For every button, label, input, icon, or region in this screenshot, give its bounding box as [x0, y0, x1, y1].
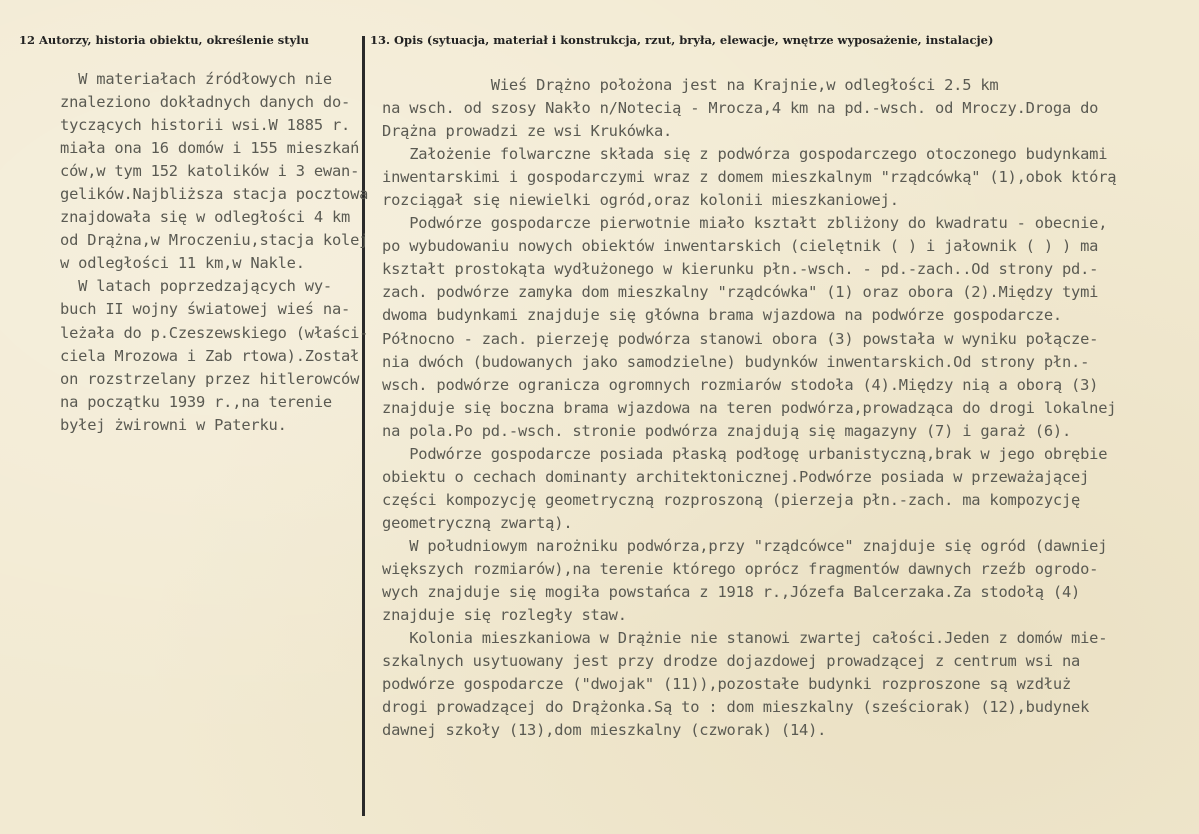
text-line: Północno - zach. pierzeję podwórza stanowi obora (3) powstała w wyniku połącze- [382, 329, 1099, 348]
text-line: wych znajduje się mogiła powstańca z 1918 r.,Józefa Balcerzaka.Za stodołą (4) [382, 583, 1081, 602]
text-line: na początku 1939 r.,na terenie [60, 392, 332, 411]
text-line: w odległości 11 km,w Nakle. [60, 254, 305, 273]
text-line: dwoma budynkami znajduje się główna brama wjazdowa na podwórze gospodarcze. [382, 306, 1062, 325]
description-text [382, 74, 1116, 742]
text-line: dawnej szkoły (13),dom mieszkalny (czworak) (14). [382, 721, 827, 740]
section-12-header: 12 Autorzy, historia obiektu, określenie stylu [19, 33, 309, 47]
text-line: Drążna prowadzi ze wsi Krukówka. [382, 122, 673, 141]
text-line: znajduje się rozległy staw. [382, 606, 627, 625]
text-line: miała ona 16 domów i 155 mieszkań [60, 139, 360, 158]
text-line: Wieś Drążno położona jest na Krajnie,w odległości 2.5 km [382, 76, 999, 94]
text-line: W materiałach źródłowych nie [60, 70, 332, 88]
text-line: ców,w tym 152 katolików i 3 ewan- [60, 162, 360, 181]
text-line: znajdowała się w odległości 4 km [60, 208, 351, 227]
text-line: na pola.Po pd.-wsch. stronie podwórza znajdują się magazyny (7) i garaż (6). [382, 421, 1072, 440]
text-line: gelików.Najbliższa stacja pocztowa [60, 185, 369, 204]
text-line: geometryczną zwartą). [382, 513, 573, 532]
section-13-header: 13. Opis (sytuacja, materiał i konstrukcja, rzut, bryła, elewacje, wnętrze wyposażenie, instalacje) [370, 33, 994, 47]
text-line: leżała do p.Czeszewskiego (właści- [60, 323, 369, 342]
text-line: Założenie folwarczne składa się z podwórza gospodarczego otoczonego budynkami [382, 145, 1108, 164]
text-line: szkalnych usytuowany jest przy drodze dojazdowej prowadzącej z centrum wsi na [382, 652, 1081, 671]
text-line: podwórze gospodarcze ("dwojak" (11)),pozostałe budynki rozproszone są wzdłuż [382, 675, 1072, 694]
text-line: obiektu o cechach dominanty architektonicznej.Podwórze posiada w przeważającej [382, 467, 1090, 486]
text-line: Kolonia mieszkaniowa w Drążnie nie stanowi zwartej całości.Jeden z domów mie- [382, 629, 1108, 648]
text-line: zach. podwórze zamyka dom mieszkalny "rządcówka" (1) oraz obora (2).Między tymi [382, 283, 1099, 302]
text-line: znajduje się boczna brama wjazdowa na teren podwórza,prowadząca do drogi lokalnej [382, 398, 1117, 417]
text-line: nia dwóch (budowanych jako samodzielne) budynków inwentarskich.Od strony płn.- [382, 352, 1090, 371]
text-line: W latach poprzedzających wy- [60, 277, 332, 296]
text-line: drogi prowadzącej do Drążonka.Są to : dom mieszkalny (sześciorak) (12),budynek [382, 698, 1090, 717]
text-line: inwentarskimi i gospodarczymi wraz z domem mieszkalnym "rządcówką" (1),obok którą [382, 168, 1117, 187]
text-line: znaleziono dokładnych danych do- [60, 93, 351, 112]
text-line: po wybudowaniu nowych obiektów inwentarskich (cielętnik ( ) i jałownik ( ) ) ma [382, 237, 1099, 256]
text-line: wsch. podwórze ogranicza ogromnych rozmiarów stodoła (4).Między nią a oborą (3) [382, 375, 1099, 394]
text-line: Podwórze gospodarcze pierwotnie miało kształt zbliżony do kwadratu - obecnie, [382, 214, 1108, 233]
text-line: ciela Mrozowa i Zab rtowa).Został [60, 346, 360, 365]
text-line: buch II wojny światowej wieś na- [60, 300, 351, 319]
text-line: na wsch. od szosy Nakło n/Notecią - Mrocza,4 km na pd.-wsch. od Mroczy.Droga do [382, 99, 1099, 118]
text-line: części kompozycję geometryczną rozproszoną (pierzeja płn.-zach. ma kompozycję [382, 490, 1081, 509]
text-line: tyczących historii wsi.W 1885 r. [60, 116, 351, 135]
text-line: kształt prostokąta wydłużonego w kierunku płn.-wsch. - pd.-zach..Od strony pd.- [382, 260, 1099, 279]
history-text [60, 68, 368, 437]
text-line: on rozstrzelany przez hitlerowców [60, 369, 360, 388]
text-line: rozciągał się niewielki ogród,oraz kolonii mieszkaniowej. [382, 191, 899, 210]
text-line: od Drążna,w Mroczeniu,stacja kolej [60, 231, 369, 250]
text-line: większych rozmiarów),na terenie którego oprócz fragmentów dawnych rzeźb ogrodo- [382, 559, 1099, 578]
text-line: byłej żwirowni w Paterku. [60, 415, 287, 434]
text-line: W południowym narożniku podwórza,przy "rządcówce" znajduje się ogród (dawniej [382, 536, 1108, 555]
text-line: Podwórze gospodarcze posiada płaską podłogę urbanistyczną,brak w jego obrębie [382, 444, 1108, 463]
